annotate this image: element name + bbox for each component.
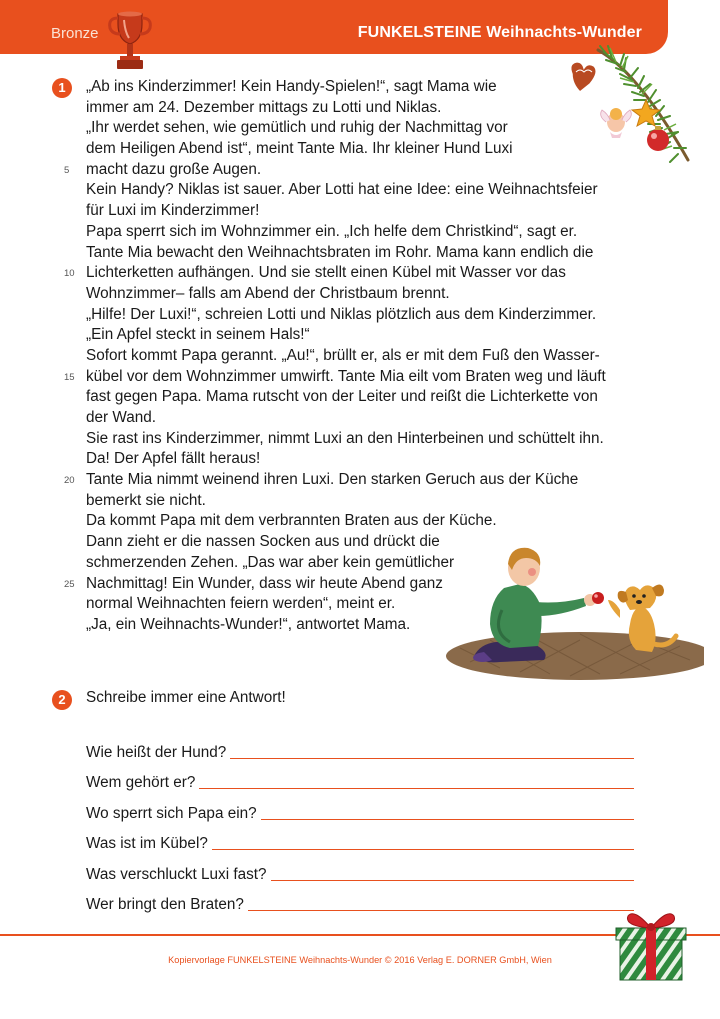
level-label: Bronze bbox=[51, 25, 99, 42]
question-label: Wie heißt der Hund? bbox=[86, 744, 227, 761]
question-row bbox=[86, 892, 634, 914]
story-line: der Wand. bbox=[86, 409, 157, 426]
task-1-badge: 1 bbox=[52, 78, 72, 98]
story-line: Da kommt Papa mit dem verbrannten Braten aus der Küche. bbox=[86, 512, 497, 530]
question-row bbox=[86, 862, 634, 884]
answer-line[interactable] bbox=[230, 758, 634, 759]
story-line: „Ihr werdet sehen, wie gemütlich und ruhig der Nachmittag vor bbox=[86, 119, 508, 137]
task-2-badge: 2 bbox=[52, 690, 72, 710]
task-2-instruction: Schreibe immer eine Antwort! bbox=[86, 689, 286, 706]
answer-line[interactable] bbox=[261, 819, 634, 820]
question-row bbox=[86, 740, 634, 762]
story-line: 25 Nachmittag! Ein Wunder, dass wir heute Abend ganz bbox=[86, 574, 686, 595]
footer-copyright: Kopiervorlage FUNKELSTEINE Weihnachts-Wunder © 2016 Verlag E. DORNER GmbH, Wien bbox=[168, 955, 552, 965]
question-row bbox=[86, 770, 634, 792]
story-line: schmerzenden Zehen. „Das war aber kein gemütlicher bbox=[86, 553, 455, 571]
story-line: 20 Tante Mia nimmt weinend ihren Luxi. Den starken Geruch aus der Küche bbox=[86, 470, 686, 491]
story-line: 5 macht dazu große Augen. bbox=[86, 160, 686, 181]
story-line: „Ab ins Kinderzimmer! Kein Handy-Spielen!“, sagt Mama wie bbox=[86, 78, 497, 95]
story-line: „Ein Apfel steckt in seinem Hals!“ bbox=[86, 326, 310, 344]
story-line: 15 kübel vor dem Wohnzimmer umwirft. Tante Mia eilt vom Braten weg und läuft bbox=[86, 367, 686, 388]
answer-line[interactable] bbox=[212, 849, 634, 850]
story-line: 10 Lichterketten aufhängen. Und sie stellt einen Kübel mit Wasser vor das bbox=[86, 263, 686, 284]
line-number: 15 bbox=[64, 371, 75, 383]
story-line: Papa sperrt sich im Wohnzimmer ein. „Ich helfe dem Christkind“, sagt er. bbox=[86, 222, 578, 240]
story-line: Dann zieht er die nassen Socken aus und drückt die bbox=[86, 533, 440, 551]
question-label: Wem gehört er? bbox=[86, 774, 196, 791]
gift-box-icon bbox=[614, 906, 688, 984]
question-row bbox=[86, 801, 634, 823]
line-number: 5 bbox=[64, 164, 70, 176]
story-line: Da! Der Apfel fällt heraus! bbox=[86, 450, 261, 468]
story-line: fast gegen Papa. Mama rutscht von der Leiter und reißt die Lichterkette von bbox=[86, 388, 598, 406]
answer-line[interactable] bbox=[199, 788, 634, 789]
trophy-icon bbox=[106, 8, 154, 74]
question-row bbox=[86, 831, 634, 853]
story-line: Sie rast ins Kinderzimmer, nimmt Luxi an den Hinterbeinen und schüttelt ihn. bbox=[86, 429, 604, 447]
series-title: FUNKELSTEINE Weihnachts-Wunder bbox=[357, 24, 642, 41]
question-label: Was verschluckt Luxi fast? bbox=[86, 866, 267, 883]
story-line: Kein Handy? Niklas ist sauer. Aber Lotti hat eine Idee: eine Weihnachtsfeier bbox=[86, 181, 598, 199]
line-number: 20 bbox=[64, 475, 75, 487]
story-line: „Hilfe! Der Luxi!“, schreien Lotti und Niklas plötzlich aus dem Kinderzimmer. bbox=[86, 305, 597, 323]
question-label: Was ist im Kübel? bbox=[86, 835, 208, 852]
question-label: Wo sperrt sich Papa ein? bbox=[86, 805, 257, 822]
line-number: 25 bbox=[64, 578, 75, 590]
story-line: normal Weihnachten feiern werden“, meint er. bbox=[86, 595, 396, 613]
line-number: 10 bbox=[64, 268, 75, 280]
story-line: „Ja, ein Weihnachts-Wunder!“, antwortet Mama. bbox=[86, 615, 411, 633]
answer-line[interactable] bbox=[248, 910, 634, 911]
question-label: Wer bringt den Braten? bbox=[86, 896, 244, 913]
story-line: dem Heiligen Abend ist“, meint Tante Mia. Ihr kleiner Hund Luxi bbox=[86, 140, 513, 158]
story-line: bemerkt sie nicht. bbox=[86, 491, 206, 509]
story-line: immer am 24. Dezember mittags zu Lotti und Niklas. bbox=[86, 98, 442, 116]
story-line: Tante Mia bewacht den Weihnachtsbraten im Rohr. Mama kann endlich die bbox=[86, 243, 594, 261]
story-line: Wohnzimmer– falls am Abend der Christbaum brennt. bbox=[86, 284, 450, 302]
footer-rule bbox=[0, 934, 720, 936]
boy-with-dog-illustration bbox=[440, 540, 704, 680]
story-line: Sofort kommt Papa gerannt. „Au!“, brüllt er, als er mit dem Fuß den Wasser- bbox=[86, 346, 600, 364]
story-line: für Luxi im Kinderzimmer! bbox=[86, 202, 260, 220]
answer-line[interactable] bbox=[271, 880, 634, 881]
